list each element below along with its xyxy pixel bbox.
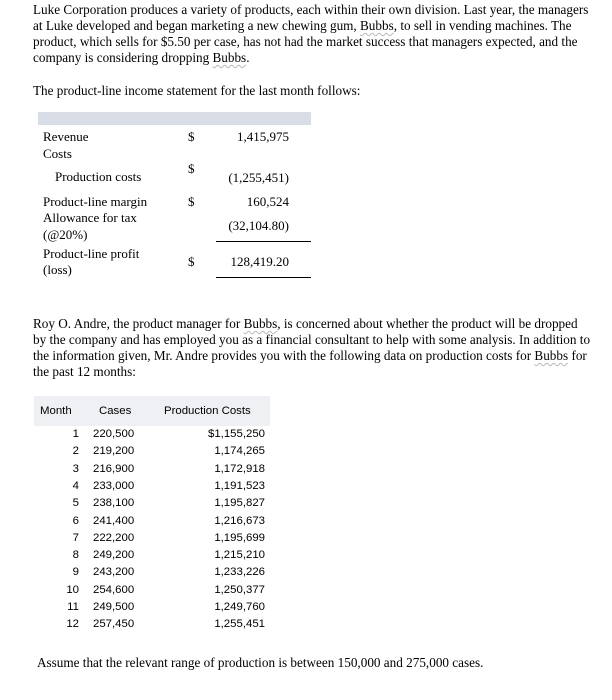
cases-cell: 222,200: [93, 531, 135, 544]
production-costs-amount: (1,255,451): [228, 170, 289, 185]
consultant-paragraph: [33, 316, 593, 380]
production-cost-cell: $1,155,250: [207, 428, 265, 440]
table-row: [34, 531, 270, 548]
production-costs-dollar: $: [188, 161, 195, 176]
month-cell: 5: [72, 497, 79, 510]
table-row: [34, 496, 270, 513]
production-cost-cell: 1,250,377: [214, 583, 265, 596]
revenue-amount: 1,415,975: [237, 129, 289, 144]
header-cases: Cases: [99, 405, 132, 417]
tax-label-line-2: (@20%): [43, 227, 88, 242]
intro-text-2: , to sell in vending machines. The product, which sells for $5.50 per case, has not had the market success that managers expected, and the company is considering dropping: [33, 18, 578, 65]
month-cell: 8: [72, 549, 79, 562]
production-costs-label: Production costs: [55, 169, 142, 184]
header-band: [38, 112, 311, 125]
table-row: [34, 462, 270, 479]
profit-label-line-1: Product-line profit: [43, 246, 140, 261]
intro-paragraph: [33, 2, 593, 66]
table-row: [34, 565, 270, 582]
product-name: Bubbs: [360, 18, 394, 33]
costs-label: Costs: [43, 146, 72, 161]
tax-amount: (32,104.80): [228, 218, 289, 233]
cases-cell: 243,200: [93, 566, 135, 579]
month-cell: 11: [67, 601, 79, 613]
subtotal-rule: [216, 241, 311, 242]
month-cell: 3: [72, 462, 79, 475]
profit-label-line-2: (loss): [43, 262, 72, 277]
product-name: Bubbs: [212, 50, 247, 65]
cases-cell: 216,900: [93, 462, 135, 475]
table-row: [34, 444, 270, 461]
table-row: [34, 548, 270, 565]
header-production-costs: Production Costs: [164, 405, 251, 417]
tax-label-line-1: Allowance for tax: [43, 210, 137, 225]
intro-text-1: Luke Corporation produces a variety of products, each within their own division. Last year, the managers at Luke developed and began marketing a new chewing gum,: [33, 2, 589, 33]
total-rule: [216, 277, 311, 278]
statement-intro: The product-line income statement for the last month follows:: [33, 83, 361, 98]
table-row: [34, 617, 270, 634]
production-cost-cell: 1,233,226: [214, 566, 265, 579]
production-cost-cell: 1,216,673: [214, 514, 265, 527]
cases-cell: 254,600: [93, 583, 135, 596]
income-statement-table: [38, 112, 311, 292]
profit-dollar: $: [188, 254, 195, 269]
cases-cell: 249,500: [93, 601, 135, 613]
table-row: [34, 514, 270, 531]
production-cost-cell: 1,191,523: [214, 479, 265, 492]
product-name: Bubbs: [243, 316, 278, 331]
month-cell: 4: [72, 479, 79, 492]
production-cost-cell: 1,195,699: [214, 531, 265, 544]
month-cell: 1: [72, 428, 79, 440]
consultant-text-1: Roy O. Andre, the product manager for: [33, 316, 244, 331]
production-costs-table: [34, 396, 274, 640]
consultant-text-2: , is concerned about whether the product will be dropped by the company and has employed you as a financial consultant to help with some analysis. In addition to the information given, Mr. Andre provides you with the following data on production costs for: [33, 316, 591, 363]
production-cost-cell: 1,174,265: [214, 445, 265, 458]
cases-cell: 220,500: [93, 428, 135, 440]
month-cell: 9: [72, 566, 79, 579]
revenue-label: Revenue: [43, 129, 89, 144]
closing-paragraph: Assume that the relevant range of production is between 150,000 and 275,000 cases.: [37, 655, 484, 670]
cases-cell: 257,450: [93, 618, 135, 631]
revenue-dollar: $: [188, 129, 195, 144]
month-cell: 12: [66, 618, 79, 631]
profit-amount: 128,419.20: [230, 254, 289, 269]
production-cost-cell: 1,255,451: [214, 618, 265, 631]
production-cost-cell: 1,215,210: [214, 549, 265, 562]
consultant-text-3: for the past 12 months:: [33, 348, 587, 379]
margin-label: Product-line margin: [43, 194, 148, 209]
cases-cell: 241,400: [93, 514, 135, 527]
production-cost-cell: 1,172,918: [214, 462, 265, 475]
cases-cell: 233,000: [93, 479, 135, 492]
margin-dollar: $: [188, 194, 195, 209]
month-cell: 6: [72, 514, 79, 527]
month-cell: 10: [66, 583, 79, 596]
production-cost-cell: 1,195,827: [214, 497, 265, 510]
table-row: [34, 427, 270, 444]
cases-cell: 238,100: [93, 497, 135, 510]
header-month: Month: [40, 405, 72, 417]
production-cost-cell: 1,249,760: [214, 601, 265, 613]
month-cell: 7: [72, 531, 79, 544]
month-cell: 2: [72, 445, 79, 458]
intro-text-3: .: [246, 50, 250, 65]
margin-amount: 160,524: [246, 194, 289, 209]
product-name: Bubbs: [534, 348, 569, 363]
table-row: [34, 479, 270, 496]
cases-cell: 249,200: [93, 549, 135, 562]
cases-cell: 219,200: [93, 445, 135, 458]
table-row: [34, 583, 270, 600]
table-row: [34, 600, 270, 617]
